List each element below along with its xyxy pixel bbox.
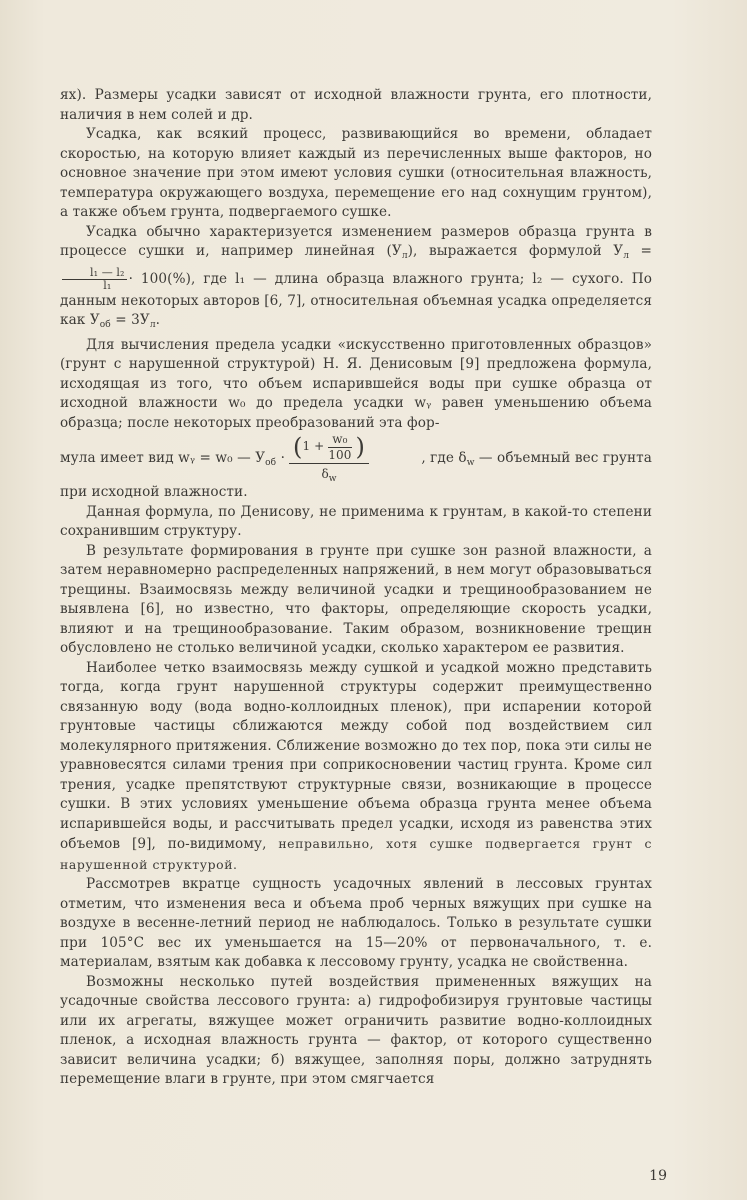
- text-run: Усадка, как всякий процесс, развивающийся во времени, обладает скоростью, на которую влияет каждый из перечисленных выше факторов, но основное значение при этом имеют условия сушки (относительная влажность, температура окружающего воздуха, перемещение его над сохнущим грунтом), а также объем грунта, подвергаемого сушке.: [60, 126, 652, 220]
- fraction-denominator: l₁: [103, 278, 112, 292]
- paragraph: [60, 542, 652, 659]
- text-run: Рассмотрев вкратце сущность усадочных явлений в лессовых грунтах отметим, что изменения веса и объема проб черных вяжущих при сушке на воздухе в весенне-летний период не наблюдалось. Только в результате сушки при 105°C вес их уменьшается на 15—20% от первоначального, т. е. материалам, взятым как добавка к лессовому грунту, усадка не свойственна.: [60, 876, 652, 970]
- text-run: В результате формирования в грунте при сушке зон разной влажности, а затем неравномерно распределенных напряжений, в нем могут образовываться трещины. Взаимосвязь между величиной усадки и трещинообразованием не выявлена [6], но известно, что факторы, определяющие скорость усадки, влияют и на трещинообразование. Таким образом, возникновение трещин обусловлено не столько величиной усадки, сколько характером ее развития.: [60, 542, 652, 656]
- paragraph: [60, 86, 652, 125]
- fraction-denominator: 100: [328, 447, 352, 462]
- text-run: Данная формула, по Денисову, не применима к грунтам, в какой-то степени сохранившим структуру.: [60, 503, 652, 539]
- paragraph: [60, 875, 652, 973]
- subscript: л: [149, 320, 156, 330]
- linear-shrinkage-fraction: [62, 267, 127, 292]
- formula-fraction: [289, 433, 369, 490]
- text-run: =: [629, 243, 652, 259]
- text-run: Возможны несколько путей воздействия примененных вяжущих на усадочные свойства лессового грунта: а) гидрофобизируя грунтовые частицы или их агрегаты, вяжущее может ограничить развитие водно-коллоидных пленок, а исходная влажность грунта — фактор, от которого существенно зависит величина усадки; б) вяжущее, заполняя поры, должно затруднять перемещение влаги в грунте, при этом смягчается: [60, 973, 652, 1087]
- subscript: об: [99, 320, 111, 330]
- text-run: ях). Размеры усадки зависят от исходной влажности грунта, его плотности, наличия в нем солей и др.: [60, 87, 652, 123]
- page-number: 19: [649, 1168, 667, 1184]
- subscript: л: [401, 251, 408, 261]
- fraction-numerator: [289, 433, 369, 464]
- text-run: 1 +: [302, 439, 325, 453]
- paragraph-linear-shrinkage: [60, 223, 652, 336]
- body-text: [60, 86, 652, 1090]
- text-run: δ: [321, 466, 329, 481]
- subscript: л: [623, 251, 630, 261]
- fraction-numerator: w₀: [328, 433, 351, 448]
- text-run: — объемный вес грунта: [474, 449, 652, 466]
- paragraph: [60, 973, 652, 1090]
- text-run: = 3У: [110, 312, 150, 328]
- text-run: , где δ: [421, 449, 467, 466]
- text-run: ·: [276, 449, 286, 466]
- text-run: мула имеет вид wᵧ = w₀ — У: [60, 449, 266, 466]
- text-run: Для вычисления предела усадки «искусственно приготовленных образцов» (грунт с нарушенной структурой) Н. Я. Денисовым [9] предложена формула, исходящая из того, что объем испарившейся воды при сушке образца от исходной влажности w₀ до предела усадки wᵧ равен уменьшению объема образца; после некоторых преобразований эта фор-: [60, 336, 652, 431]
- paragraph: [60, 503, 652, 542]
- formula-lead: [60, 449, 285, 474]
- subscript: w: [466, 457, 475, 468]
- text-run: при исходной влажности.: [60, 484, 248, 500]
- paragraph: [60, 125, 652, 223]
- fraction-denominator: [321, 464, 336, 490]
- fraction-numerator: l₁ — l₂: [62, 267, 127, 280]
- text-run: ), выражается формулой У: [407, 243, 624, 259]
- shrinkage-limit-formula: [60, 431, 652, 484]
- text-run: .: [155, 312, 161, 328]
- paragraph: [60, 659, 652, 876]
- text-run: Наиболее четко взаимосвязь между сушкой и усадкой можно представить тогда, когда грунт нарушенной структуры содержит преимущественно связанную воду (вода водно-коллоидных пленок), при испарении которой грунтовые частицы сближаются между собой под воздействием сил молекулярного притяжения. Сближение возможно до тех пор, пока эти силы не уравновесятся силами трения при соприкосновении частиц грунта. Кроме сил трения, усадке препятствуют структурные связи, возникающие в процессе сушки. В этих условиях уменьшение объема образца грунта менее объема испарившейся воды, и рассчитывать предел усадки, исходя из равенства этих объемов [9], по-видимому,: [60, 659, 652, 852]
- paragraph: [60, 336, 652, 434]
- text-run: Усадка обычно характеризуется изменением размеров образца грунта в процессе сушки и, например линейная (У: [60, 223, 652, 259]
- paren-right: ): [355, 432, 365, 461]
- formula-tail: [373, 449, 652, 474]
- paren-left: (: [293, 432, 303, 461]
- subscript: об: [265, 457, 277, 468]
- text-run: · 100(%), где l₁ — длина образца влажного грунта; l₂ — сухого. По данным некоторых авторов [6, 7], относительная объемная усадка определяется как У: [60, 270, 652, 328]
- text-run: неправильно, хотя сушке подвергается грунт с нарушенной структурой.: [60, 836, 652, 872]
- moisture-fraction: [326, 433, 353, 461]
- subscript: w: [328, 473, 337, 484]
